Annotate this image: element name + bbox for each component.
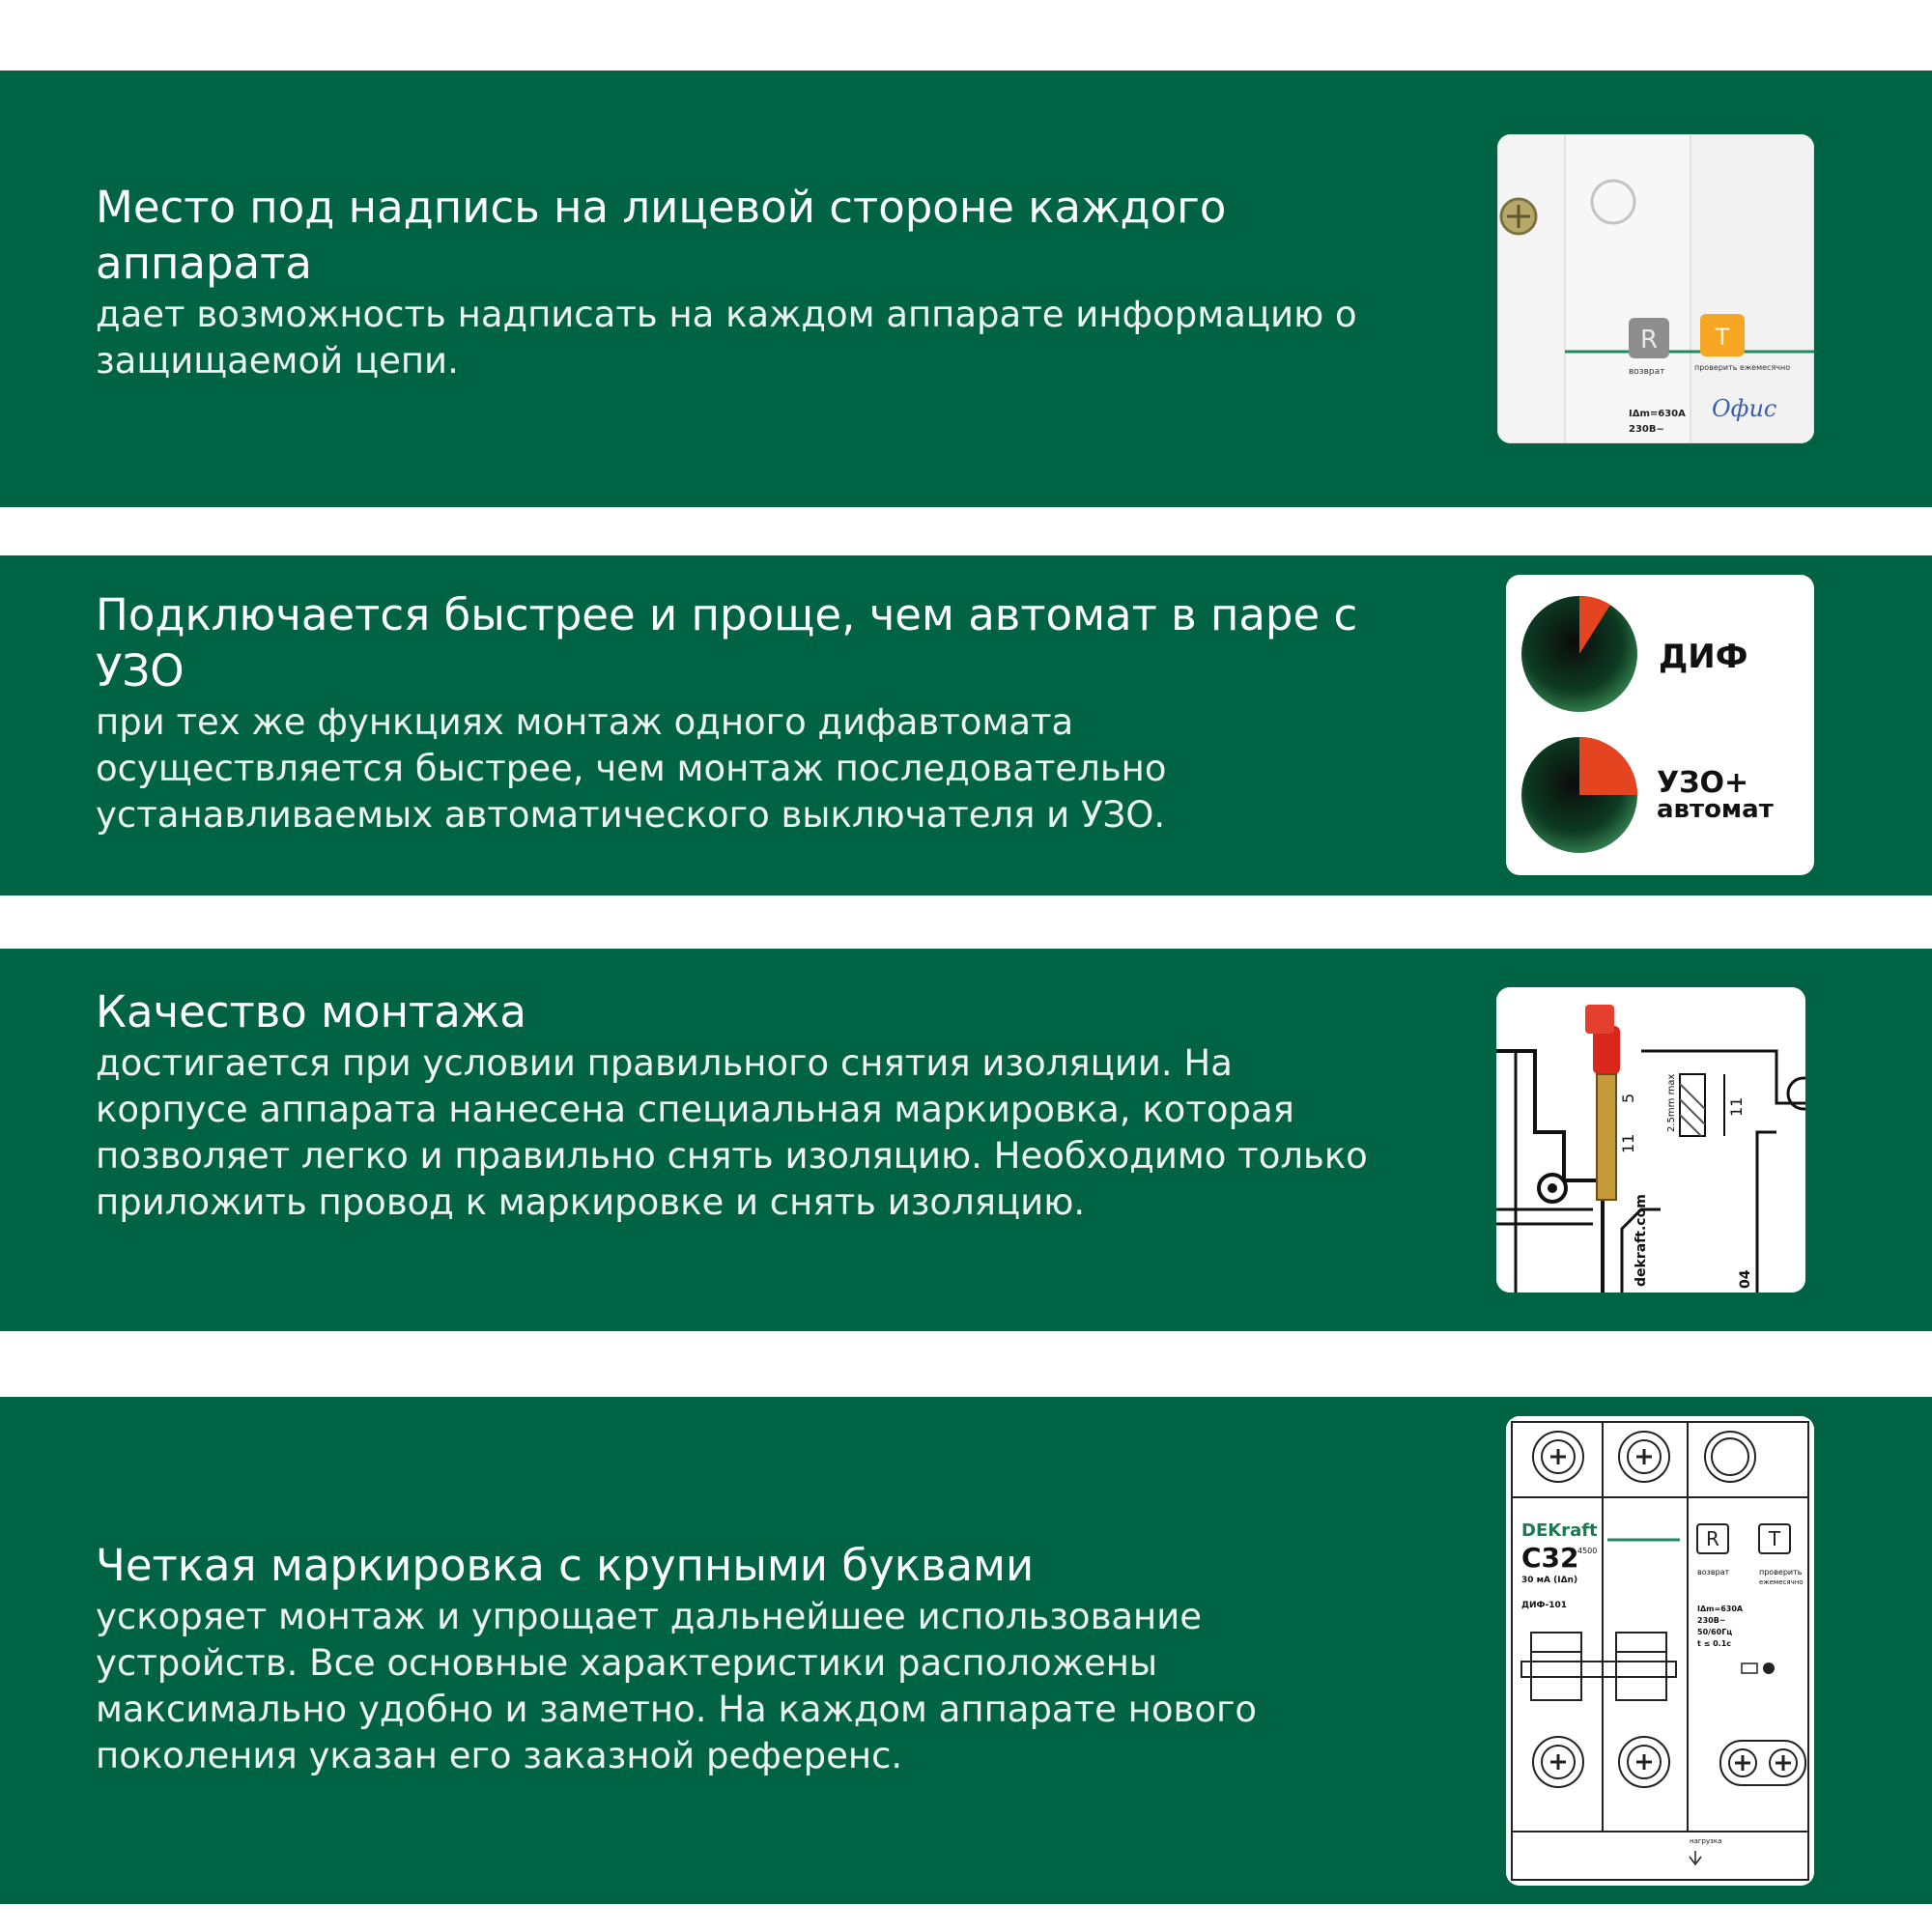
svg-text:dekraft.com: dekraft.com	[1634, 1194, 1649, 1287]
feature-description: дает возможность надписать на каждом аппарате информацию о защищаемой цепи.	[96, 294, 1357, 382]
svg-text:автомат: автомат	[1657, 795, 1774, 824]
svg-text:5: 5	[1619, 1093, 1637, 1103]
feature-section-quick-install	[0, 555, 1932, 895]
feature-title: Подключается быстрее и проще, чем автомат в паре с УЗО	[96, 589, 1358, 696]
feature-section-label-space	[0, 71, 1932, 507]
svg-text:IΔm=630A: IΔm=630A	[1629, 409, 1686, 419]
feature-description: при тех же функциях монтаж одного дифавтомата осуществляется быстрее, чем монтаж последовательно устанавливаемых автоматического выключателя и УЗО.	[96, 701, 1167, 836]
breaker-label-icon	[1497, 134, 1814, 443]
feature-title: Качество монтажа	[96, 986, 526, 1037]
install-time-comparison	[1506, 575, 1814, 875]
svg-text:50/60Гц: 50/60Гц	[1697, 1628, 1733, 1636]
feature-section-install-quality	[0, 949, 1932, 1331]
svg-text:проверить: проверить	[1759, 1568, 1803, 1577]
breaker-label-photo	[1497, 134, 1814, 443]
svg-text:11: 11	[1727, 1096, 1746, 1117]
feature-text	[96, 1538, 1390, 1779]
feature-text	[96, 587, 1390, 838]
svg-text:2.5mm max: 2.5mm max	[1666, 1073, 1677, 1132]
svg-text:11: 11	[1619, 1133, 1637, 1153]
feature-text	[96, 180, 1390, 384]
feature-text	[96, 984, 1390, 1226]
svg-text:R: R	[1706, 1527, 1719, 1550]
svg-text:30 мА (IΔn): 30 мА (IΔn)	[1521, 1576, 1578, 1585]
svg-text:C32: C32	[1521, 1542, 1579, 1574]
svg-text:4500: 4500	[1577, 1547, 1598, 1555]
svg-text:DEKraft: DEKraft	[1521, 1520, 1598, 1541]
svg-text:IΔm=630A: IΔm=630A	[1697, 1605, 1744, 1613]
feature-title: Место под надпись на лицевой стороне каждого аппарата	[96, 182, 1227, 289]
svg-text:ДИФ: ДИФ	[1659, 638, 1748, 676]
svg-text:ежемесячно: ежемесячно	[1759, 1578, 1804, 1586]
feature-description: ускоряет монтаж и упрощает дальнейшее использование устройств. Все основные характеристики расположены максимально удобно и заметно. На каждом аппарате нового поколения указан его заказной референс.	[96, 1596, 1258, 1776]
svg-text:УЗО+: УЗО+	[1657, 766, 1749, 800]
svg-text:возврат: возврат	[1697, 1568, 1730, 1577]
svg-text:нагрузка: нагрузка	[1690, 1837, 1722, 1845]
svg-text:R: R	[1639, 326, 1659, 355]
svg-text:Офис: Офис	[1712, 395, 1777, 422]
rcd-plus-breaker-pie-icon	[1521, 737, 1637, 853]
svg-text:проверить ежемесячно: проверить ежемесячно	[1694, 363, 1791, 372]
strip-length-drawing	[1496, 987, 1805, 1293]
dif-pie-icon	[1521, 596, 1637, 712]
svg-text:возврат: возврат	[1629, 367, 1665, 377]
svg-text:230B~: 230B~	[1629, 424, 1664, 435]
feature-title: Четкая маркировка с крупными буквами	[96, 1540, 1035, 1591]
svg-text:t ≤ 0.1c: t ≤ 0.1c	[1697, 1639, 1732, 1648]
svg-text:T: T	[1768, 1527, 1781, 1550]
breaker-front-icon	[1506, 1416, 1814, 1886]
svg-text:04: 04	[1738, 1269, 1753, 1289]
pie-comparison-icon	[1506, 575, 1814, 875]
svg-text:T: T	[1715, 324, 1730, 351]
svg-text:230B~: 230B~	[1697, 1616, 1726, 1625]
feature-description: достигается при условии правильного снятия изоляции. На корпусе аппарата нанесена специальная маркировка, которая позволяет легко и правильно снять изоляцию. Необходимо только приложить провод к маркировке и снять изоляцию.	[96, 1042, 1368, 1223]
feature-section-clear-marking	[0, 1397, 1932, 1904]
breaker-front-drawing	[1506, 1416, 1814, 1886]
svg-text:ДИФ-101: ДИФ-101	[1521, 1601, 1567, 1610]
wire-strip-icon	[1496, 987, 1805, 1293]
